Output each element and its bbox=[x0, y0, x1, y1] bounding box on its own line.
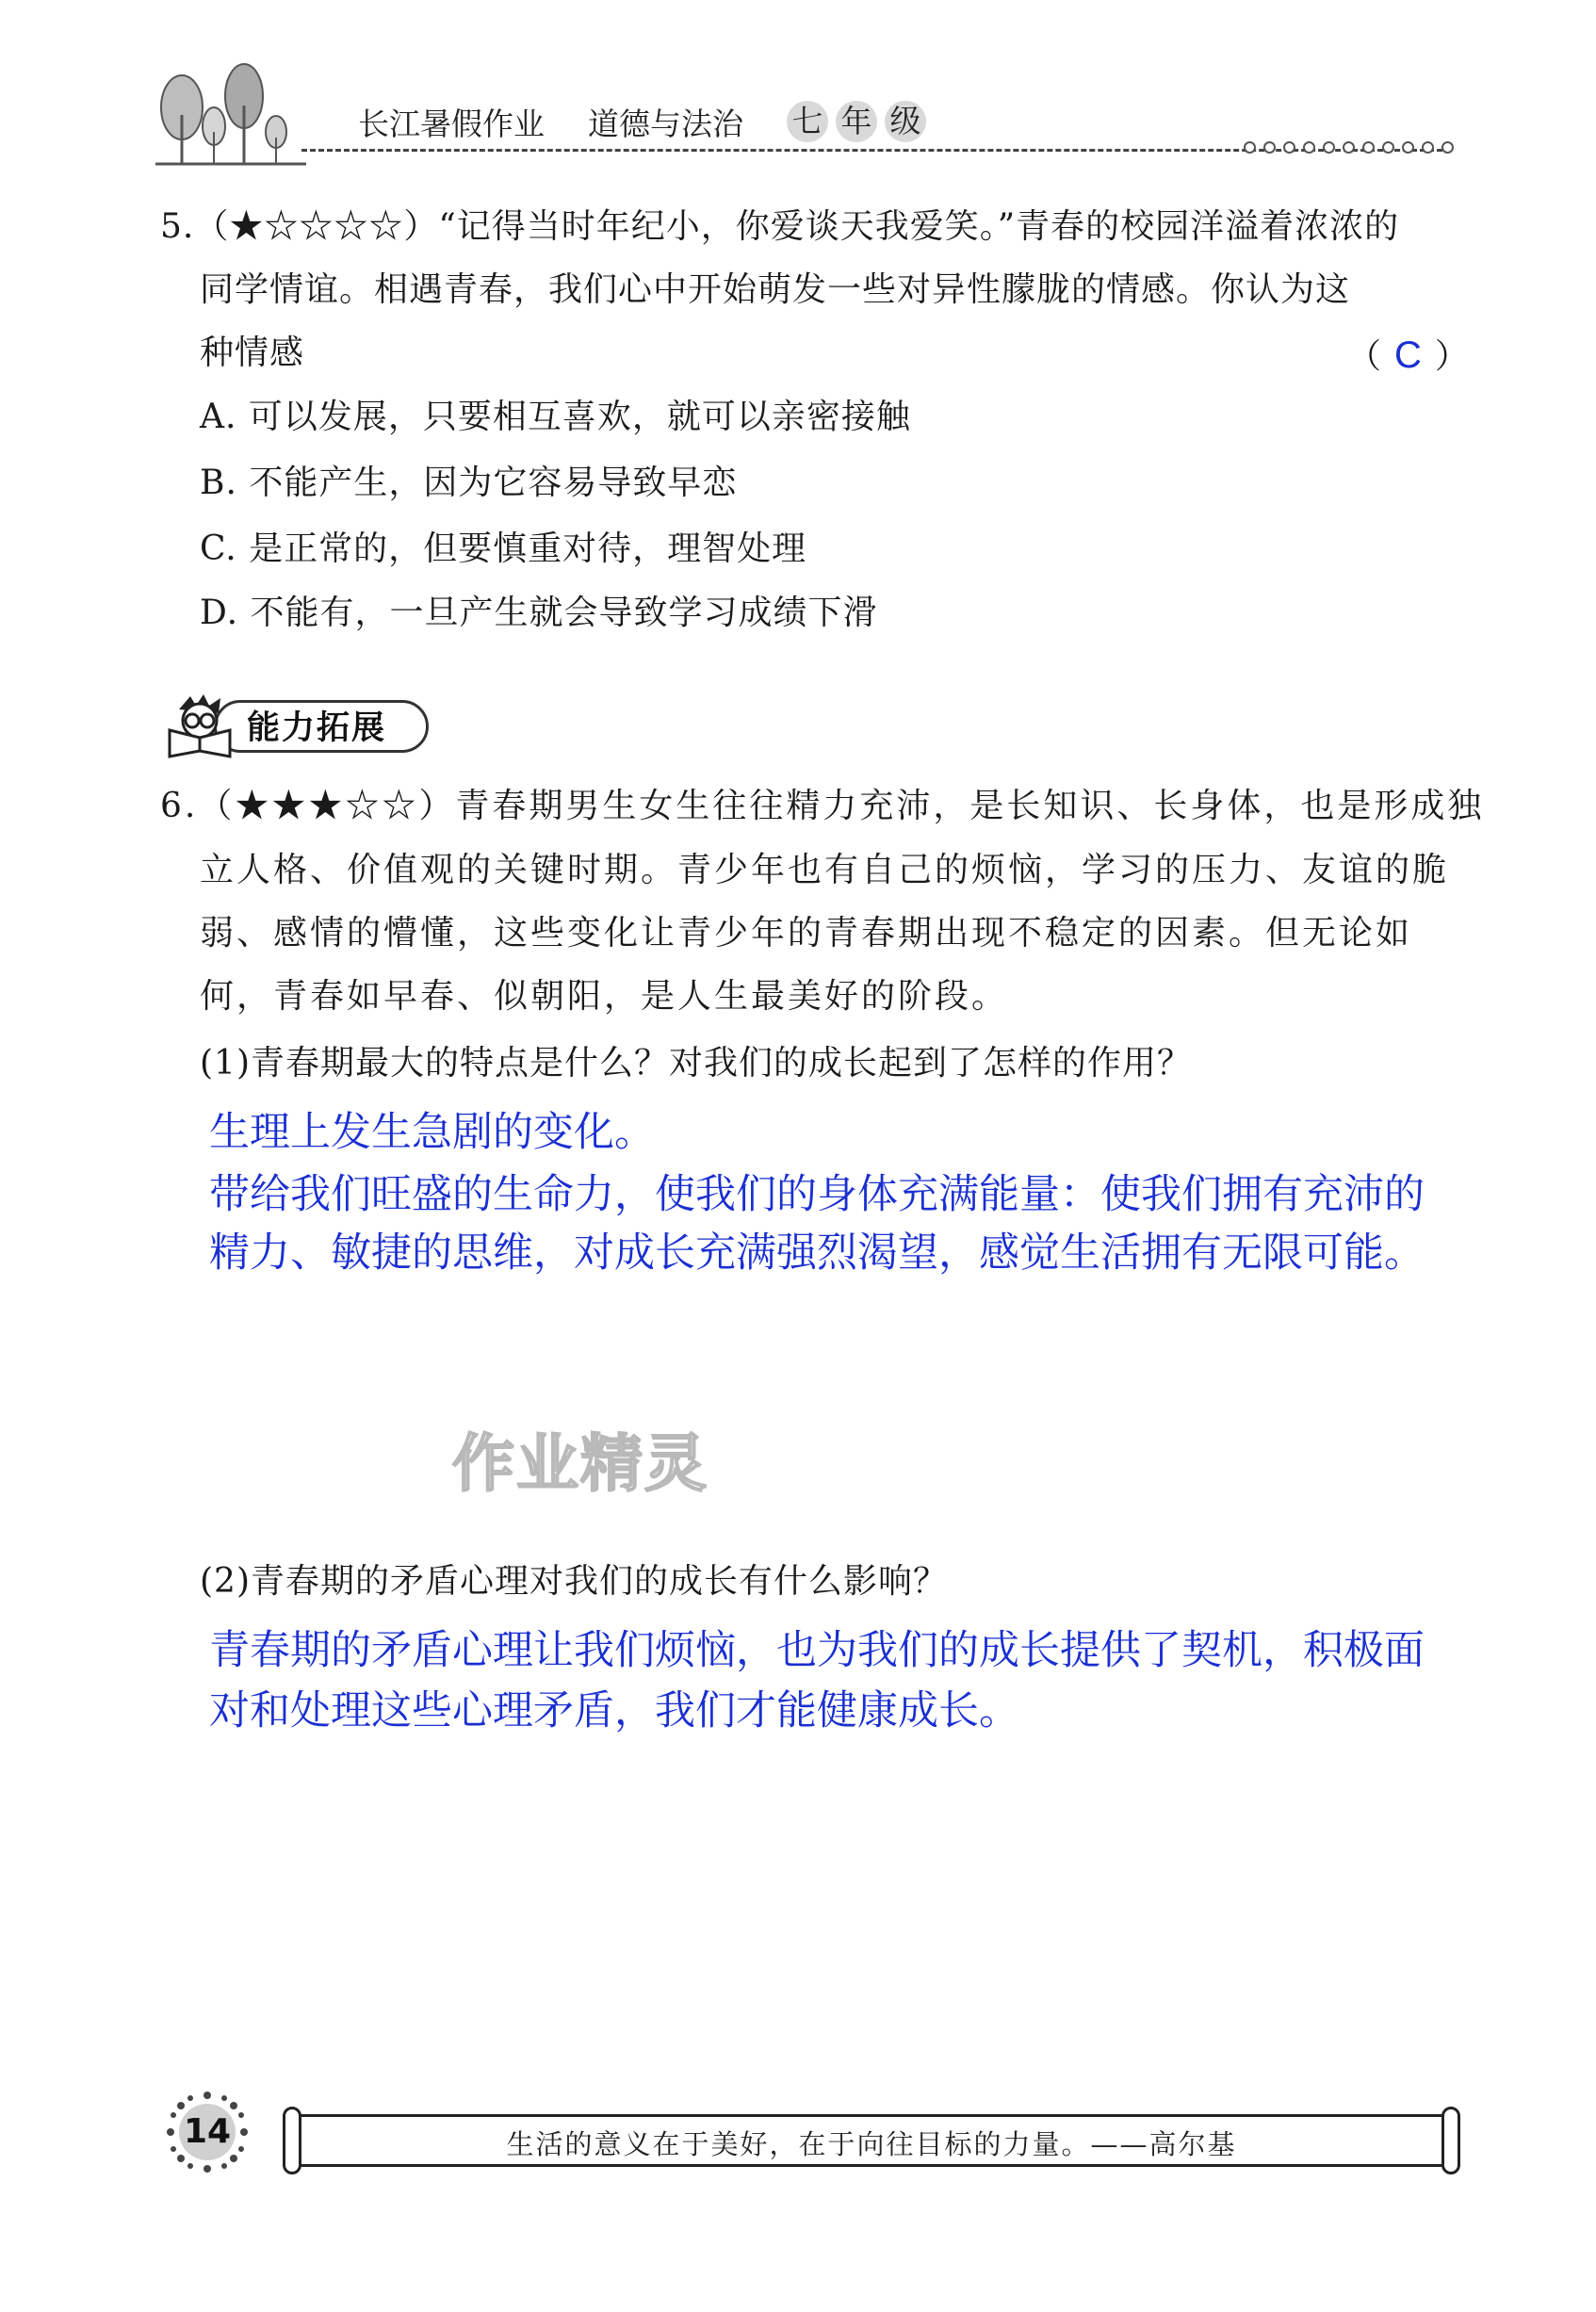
reading-mascot-icon bbox=[162, 692, 237, 758]
dot-icon bbox=[1303, 141, 1315, 154]
q6-sub1-answer-line-2: 带给我们旺盛的生命力，使我们的身体充满能量：使我们拥有充沛的 bbox=[209, 1171, 1425, 1218]
q6-sub1-answer-line-3: 精力、敏捷的思维，对成长充满强烈渴望，感觉生活拥有无限可能。 bbox=[209, 1229, 1425, 1277]
dot-icon bbox=[1422, 141, 1434, 154]
dot-icon bbox=[1343, 141, 1355, 154]
grade-badge bbox=[787, 101, 926, 142]
watermark: 作业精灵 bbox=[452, 1427, 708, 1500]
q5-stem-line-2: 同学情谊。相遇青春，我们心中开始萌发一些对异性朦胧的情感。你认为这 bbox=[200, 270, 1351, 309]
paren-open: （ bbox=[1347, 337, 1382, 376]
q6-stem-line-3: 弱、感情的懵懂，这些变化让青少年的青春期出现不稳定的因素。但无论如 bbox=[200, 914, 1413, 952]
grade-char: 级 bbox=[885, 101, 926, 142]
q5-answer: C bbox=[1394, 334, 1422, 376]
q6-stem-line-2: 立人格、价值观的关键时期。青少年也有自己的烦恼，学习的压力、友谊的脆 bbox=[200, 851, 1450, 889]
dot-icon bbox=[1441, 141, 1454, 154]
dot-icon bbox=[1362, 141, 1375, 154]
q5-option-d: D. 不能有，一旦产生就会导致学习成绩下滑 bbox=[200, 594, 878, 632]
q6-sub2-question: (2)青春期的矛盾心理对我们的成长有什么影响？ bbox=[200, 1562, 948, 1601]
subject-title: 道德与法治 bbox=[588, 105, 743, 142]
dot-icon bbox=[1382, 141, 1394, 154]
dot-icon bbox=[1263, 141, 1276, 154]
q6-sub1-answer-line-1: 生理上发生急剧的变化。 bbox=[209, 1109, 655, 1156]
series-title: 长江暑假作业 bbox=[358, 105, 545, 142]
section-badge bbox=[162, 692, 435, 758]
q5-stem-line-1: 5.（★☆☆☆☆）“记得当时年纪小，你爱谈天我爱笑。”青春的校园洋溢着浓浓的 bbox=[160, 207, 1400, 246]
grade-char: 七 bbox=[787, 101, 828, 142]
footer-quote: 生活的意义在于美好，在于向往目标的力量。——高尔基 bbox=[506, 2128, 1237, 2160]
q6-sub2-answer-line-1: 青春期的矛盾心理让我们烦恼，也为我们的成长提供了契机，积极面 bbox=[209, 1627, 1425, 1674]
grade-char: 年 bbox=[836, 101, 877, 142]
q6-stem-line-4: 何，青春如早春、似朝阳，是人生最美好的阶段。 bbox=[200, 977, 1009, 1016]
trees-logo-icon bbox=[155, 58, 306, 171]
page-number-badge bbox=[165, 2090, 250, 2174]
header-dots bbox=[1244, 141, 1454, 154]
q5-answer-bracket bbox=[1347, 330, 1469, 378]
q6-stem-line-1: 6.（★★★☆☆）青春期男生女生往往精力充沛，是长知识、长身体，也是形成独 bbox=[160, 787, 1485, 825]
quote-scroll bbox=[283, 2107, 1460, 2174]
q5-stem-line-3: 种情感 bbox=[200, 334, 305, 372]
q5-option-c: C. 是正常的，但要慎重对待，理智处理 bbox=[200, 529, 807, 568]
dot-icon bbox=[1402, 141, 1414, 154]
section-title: 能力拓展 bbox=[247, 709, 387, 747]
q5-option-a: A. 可以发展，只要相互喜欢，就可以亲密接触 bbox=[200, 398, 911, 436]
dot-icon bbox=[1244, 141, 1256, 154]
paren-close: ） bbox=[1434, 337, 1469, 376]
q6-sub2-answer-line-2: 对和处理这些心理矛盾，我们才能健康成长。 bbox=[209, 1687, 1019, 1734]
q6-sub1-question: (1)青春期最大的特点是什么？对我们的成长起到了怎样的作用？ bbox=[200, 1044, 1192, 1083]
dot-icon bbox=[1283, 141, 1295, 154]
q5-option-b: B. 不能产生，因为它容易导致早恋 bbox=[200, 464, 738, 502]
page-number: 14 bbox=[183, 2112, 232, 2151]
dot-icon bbox=[1323, 141, 1335, 154]
header-title bbox=[358, 98, 926, 145]
